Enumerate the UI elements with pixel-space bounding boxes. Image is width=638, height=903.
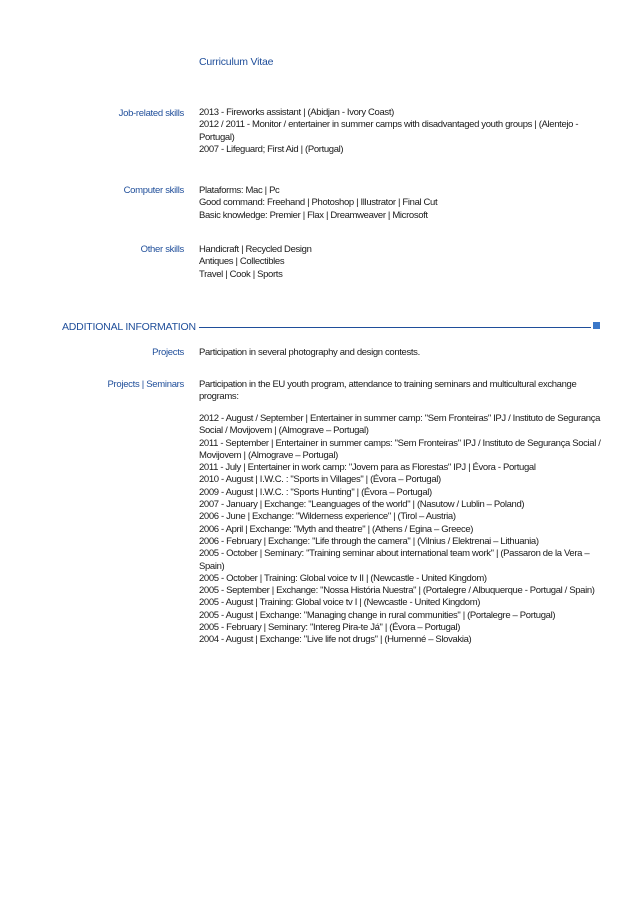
list-item: 2005 - August | Training: Global voice tv I | (Newcastle - United Kingdom)	[199, 597, 481, 609]
list-item: 2010 - August | I.W.C. : "Sports in Villages" | (Évora – Portugal)	[199, 474, 441, 486]
projects-seminars-label: Projects | Seminars	[107, 379, 184, 390]
skill-line: Basic knowledge: Premier | Flax | Dreamweaver | Microsoft	[199, 209, 428, 221]
list-item: 2005 - February | Seminary: "Intereg Pira-te Já" | (Évora – Portugal)	[199, 622, 461, 634]
projects-seminars-list	[199, 413, 604, 647]
projects-label: Projects	[152, 347, 184, 358]
list-item: 2011 - July | Entertainer in work camp: "Jovem para as Florestas" IPJ | Évora - Portugal	[199, 462, 536, 474]
skill-line: Handicraft | Recycled Design	[199, 244, 312, 255]
computer-skills-content	[199, 185, 604, 222]
list-item: 2006 - April | Exchange: "Myth and theatre" | (Athens / Egina – Greece)	[199, 523, 474, 535]
list-item: 2005 - September | Exchange: "Nossa História Nuestra" | (Portalegre / Albuquerque - Portugal / Spain)	[199, 585, 595, 597]
section-divider	[199, 327, 591, 328]
list-item: 2006 - February | Exchange: "Life through the camera" | (Vilnius / Elektrenai – Lithuania)	[199, 535, 539, 547]
other-skills-content	[199, 244, 604, 281]
computer-skills-label: Computer skills	[123, 185, 184, 196]
list-item: 2005 - October | Training: Global voice tv II | (Newcastle - United Kingdom)	[199, 572, 487, 584]
projects-text: Participation in several photography and design contests.	[199, 347, 420, 358]
skill-line: Plataforms: Mac | Pc	[199, 185, 280, 196]
projects-seminars-intro: Participation in the EU youth program, attendance to training seminars and multicultural exchange programs:	[199, 379, 577, 403]
list-item: 2012 - August / September | Entertainer in summer camp: "Sem Fronteiras" IPJ / Instituto de Segurança Social / Movijovem | (Almograve – Portugal)	[199, 413, 601, 437]
skill-line: 2013 - Fireworks assistant | (Abidjan - Ivory Coast)	[199, 107, 394, 118]
skill-line: Good command: Freehand | Photoshop | Illustrator | Final Cut	[199, 197, 438, 209]
additional-information-heading: ADDITIONAL INFORMATION	[62, 321, 196, 333]
list-item: 2009 - August | I.W.C. : "Sports Hunting" | (Évora – Portugal)	[199, 486, 432, 498]
skill-line: 2012 / 2011 - Monitor / entertainer in summer camps with disadvantaged youth groups | (Alentejo - Portugal)	[199, 119, 579, 143]
other-skills-label: Other skills	[140, 244, 184, 255]
job-related-skills-label: Job-related skills	[118, 108, 184, 119]
list-item: 2011 - September | Entertainer in summer camps: "Sem Fronteiras" IPJ / Instituto de Segurança Social / Movijovem | (Almograve – Portugal)	[199, 437, 601, 461]
list-item: 2005 - August | Exchange: "Managing change in rural communities" | (Portalegre – Portugal)	[199, 609, 556, 621]
section-marker-square	[593, 322, 600, 329]
list-item: 2006 - June | Exchange: "Wilderness experience" | (Tirol – Austria)	[199, 511, 456, 523]
skill-line: Travel | Cook | Sports	[199, 268, 283, 280]
skill-line: Antiques | Collectibles	[199, 256, 285, 268]
list-item: 2005 - October | Seminary: "Training seminar about international team work" | (Passaron de la Vera – Spain)	[199, 548, 590, 572]
job-related-skills-content	[199, 107, 604, 156]
skill-line: 2007 - Lifeguard; First Aid | (Portugal)	[199, 143, 344, 155]
list-item: 2007 - January | Exchange: "Leanguages of the world" | (Nasutow / Lublin – Poland)	[199, 499, 525, 511]
list-item: 2004 - August | Exchange: "Live life not drugs" | (Humenné – Slovakia)	[199, 634, 472, 646]
page-title: Curriculum Vitae	[199, 56, 274, 68]
